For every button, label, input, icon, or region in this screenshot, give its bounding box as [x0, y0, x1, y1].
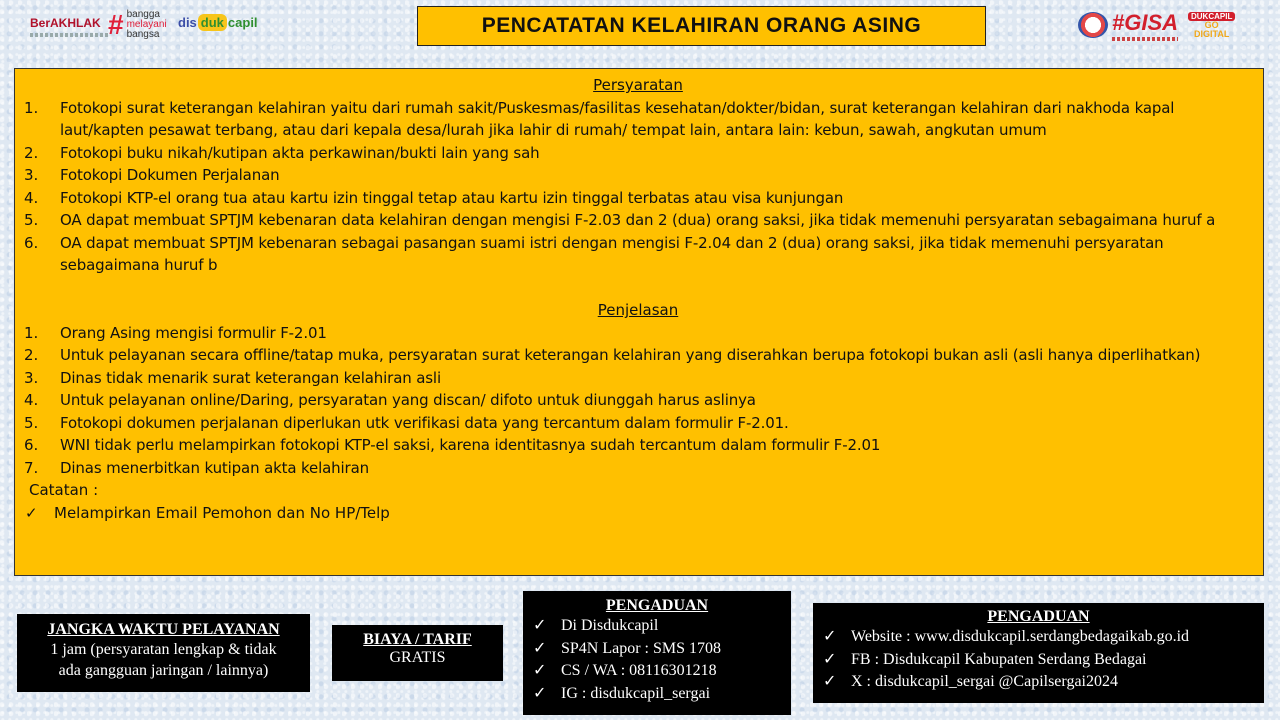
list-item	[23, 232, 1253, 277]
list-item	[823, 671, 1264, 694]
complaint-panel-2	[813, 603, 1264, 703]
complaint-list-2	[813, 626, 1264, 694]
item-number: 3.	[24, 166, 39, 184]
item-number: 4.	[24, 188, 39, 207]
item-text: WNI tidak perlu melampirkan fotokopi KTP-el saksi, karena identitasnya sudah tercantum dalam formulir F-2.01	[60, 436, 881, 454]
item-text: Fotokopi dokumen perjalanan diperlukan utk verifikasi data yang tercantum dalam formulir F-2.01.	[60, 413, 789, 432]
item-number: 3.	[24, 368, 39, 387]
item-text: Fotokopi surat keterangan kelahiran yaitu dari rumah sakit/Puskesmas/fasilitas kesehatan/dokter/bidan, surat keterangan kelahiran dari nakhoda kapal laut/kapten pesawat terbang, atau dari kepala desa/lurah jika lahir di rumah/ tempat lain, antara lain: kebun, sawah, angkutan umum	[60, 98, 1175, 139]
disdukcapil-logo-part-3: capil	[227, 15, 258, 30]
complaint-item: FB : Disdukcapil Kabupaten Serdang Bedagai	[851, 650, 1147, 668]
go-digital-logo-line-1: DUKCAPIL	[1188, 12, 1235, 21]
checkmark-icon: ✓	[25, 503, 38, 522]
list-item	[23, 322, 1253, 345]
dukcapil-prima-logo-icon	[1078, 12, 1108, 38]
item-number: 6.	[24, 233, 39, 252]
list-item	[23, 164, 1253, 187]
catatan-text: Melampirkan Email Pemohon dan No HP/Telp	[54, 503, 390, 522]
penjelasan-list	[23, 322, 1253, 480]
disdukcapil-logo	[178, 14, 258, 31]
list-item	[23, 389, 1253, 412]
go-digital-logo-line-3: DIGITAL	[1194, 29, 1230, 39]
item-text: Dinas tidak menarik surat keterangan kelahiran asli	[60, 368, 441, 387]
service-time-line-1: 1 jam (persyaratan lengkap & tidak	[50, 641, 277, 658]
item-text: Orang Asing mengisi formulir F-2.01	[60, 323, 327, 342]
checkmark-icon: ✓	[533, 617, 547, 634]
list-item	[23, 187, 1253, 210]
section-spacer	[23, 277, 1253, 300]
item-text: Untuk pelayanan secara offline/tatap muka, persyaratan surat keterangan kelahiran yang diserahkan berupa fotokopi bukan asli (asli hanya diperlihatkan)	[60, 346, 1201, 364]
persyaratan-list	[23, 97, 1253, 277]
catatan-title: Catatan :	[29, 481, 99, 499]
item-text: Fotokopi KTP-el orang tua atau kartu izin tinggal tetap atau kartu izin tinggal terbatas atau visa kunjungan	[60, 188, 844, 207]
complaint-list-1	[523, 615, 791, 705]
complaint-title-2: PENGADUAN	[987, 608, 1090, 625]
item-number: 1.	[24, 323, 39, 342]
item-text: Dinas menerbitkan kutipan akta kelahiran	[60, 458, 369, 477]
bangga-line-3: bangsa	[126, 29, 160, 40]
bangga-melayani-bangsa-logo	[108, 10, 167, 40]
complaint-item: IG : disdukcapil_sergai	[561, 684, 711, 702]
list-item	[23, 344, 1253, 367]
requirements-panel	[14, 68, 1264, 576]
complaint-item: SP4N Lapor : SMS 1708	[561, 639, 722, 657]
list-item	[23, 97, 1253, 142]
list-item	[533, 615, 791, 638]
page-title: PENCATATAN KELAHIRAN ORANG ASING	[417, 6, 986, 46]
checkmark-icon: ✓	[533, 662, 547, 679]
checkmark-icon: ✓	[533, 684, 547, 702]
go-digital-logo-line-2: GO	[1204, 20, 1219, 30]
fee-panel	[332, 625, 503, 681]
item-text: Untuk pelayanan online/Daring, persyaratan yang discan/ difoto untuk diunggah harus aslinya	[60, 391, 756, 409]
item-number: 2.	[24, 143, 39, 162]
list-item	[533, 660, 791, 683]
gisa-logo-tagline	[1112, 37, 1178, 41]
item-text: OA dapat membuat SPTJM kebenaran data kelahiran dengan mengisi F-2.03 dan 2 (dua) orang saksi, jika tidak memenuhi persyaratan sebagaimana huruf a	[60, 211, 1216, 229]
list-item	[23, 209, 1253, 232]
item-text: Fotokopi Dokumen Perjalanan	[60, 166, 280, 184]
disdukcapil-logo-part-1: dis	[178, 15, 197, 30]
complaint-item: Website : www.disdukcapil.serdangbedagaikab.go.id	[851, 628, 1190, 645]
list-item	[533, 683, 791, 706]
complaint-panel-1	[523, 591, 791, 715]
service-time-line-2: ada gangguan jaringan / lainnya)	[58, 662, 269, 679]
list-item	[23, 457, 1253, 480]
item-text: OA dapat membuat SPTJM kebenaran sebagai pasangan suami istri dengan mengisi F-2.04 dan 2 (dua) orang saksi, jika tidak memenuhi persyaratan sebagaimana huruf b	[60, 233, 1164, 274]
service-time-panel	[17, 614, 310, 692]
fee-title: BIAYA / TARIF	[363, 631, 472, 648]
complaint-item: X : disdukcapil_sergai @Capilsergai2024	[851, 673, 1118, 690]
list-item	[23, 412, 1253, 435]
complaint-title-1: PENGADUAN	[605, 597, 709, 614]
bangga-line-2: melayani	[126, 19, 167, 30]
berakhlak-logo	[30, 16, 108, 37]
gisa-logo-text: #GISA	[1112, 10, 1179, 35]
bangga-words	[127, 10, 167, 40]
item-number: 6.	[24, 436, 39, 454]
item-number: 5.	[24, 211, 39, 229]
list-item	[823, 626, 1264, 649]
checkmark-icon: ✓	[823, 628, 837, 645]
complaint-item: Di Disdukcapil	[561, 617, 659, 634]
item-number: 1.	[24, 98, 39, 117]
catatan-item	[23, 502, 1253, 525]
item-number: 4.	[24, 391, 39, 409]
penjelasan-heading: Penjelasan	[597, 301, 679, 319]
list-item	[823, 649, 1264, 672]
disdukcapil-logo-part-2: duk	[198, 14, 227, 31]
dukcapil-go-digital-logo	[1188, 12, 1235, 39]
list-item	[23, 142, 1253, 165]
checkmark-icon: ✓	[823, 650, 837, 668]
item-number: 7.	[24, 458, 39, 477]
list-item	[23, 367, 1253, 390]
checkmark-icon: ✓	[823, 673, 837, 690]
item-text: Fotokopi buku nikah/kutipan akta perkawinan/bukti lain yang sah	[60, 143, 540, 162]
checkmark-icon: ✓	[533, 639, 547, 657]
list-item	[23, 434, 1253, 457]
service-time-title: JANGKA WAKTU PELAYANAN	[47, 621, 280, 638]
item-number: 5.	[24, 413, 39, 432]
berakhlak-logo-text: BerAKHLAK	[30, 16, 101, 30]
persyaratan-heading: Persyaratan	[593, 76, 683, 94]
complaint-item: CS / WA : 08116301218	[561, 662, 717, 679]
bangga-hash-icon: #	[108, 9, 124, 40]
fee-value: GRATIS	[389, 649, 446, 666]
item-number: 2.	[24, 346, 39, 364]
bangga-line-1: bangga	[126, 9, 160, 20]
gisa-logo	[1112, 10, 1178, 41]
list-item	[533, 638, 791, 661]
berakhlak-logo-tagline	[30, 33, 108, 37]
